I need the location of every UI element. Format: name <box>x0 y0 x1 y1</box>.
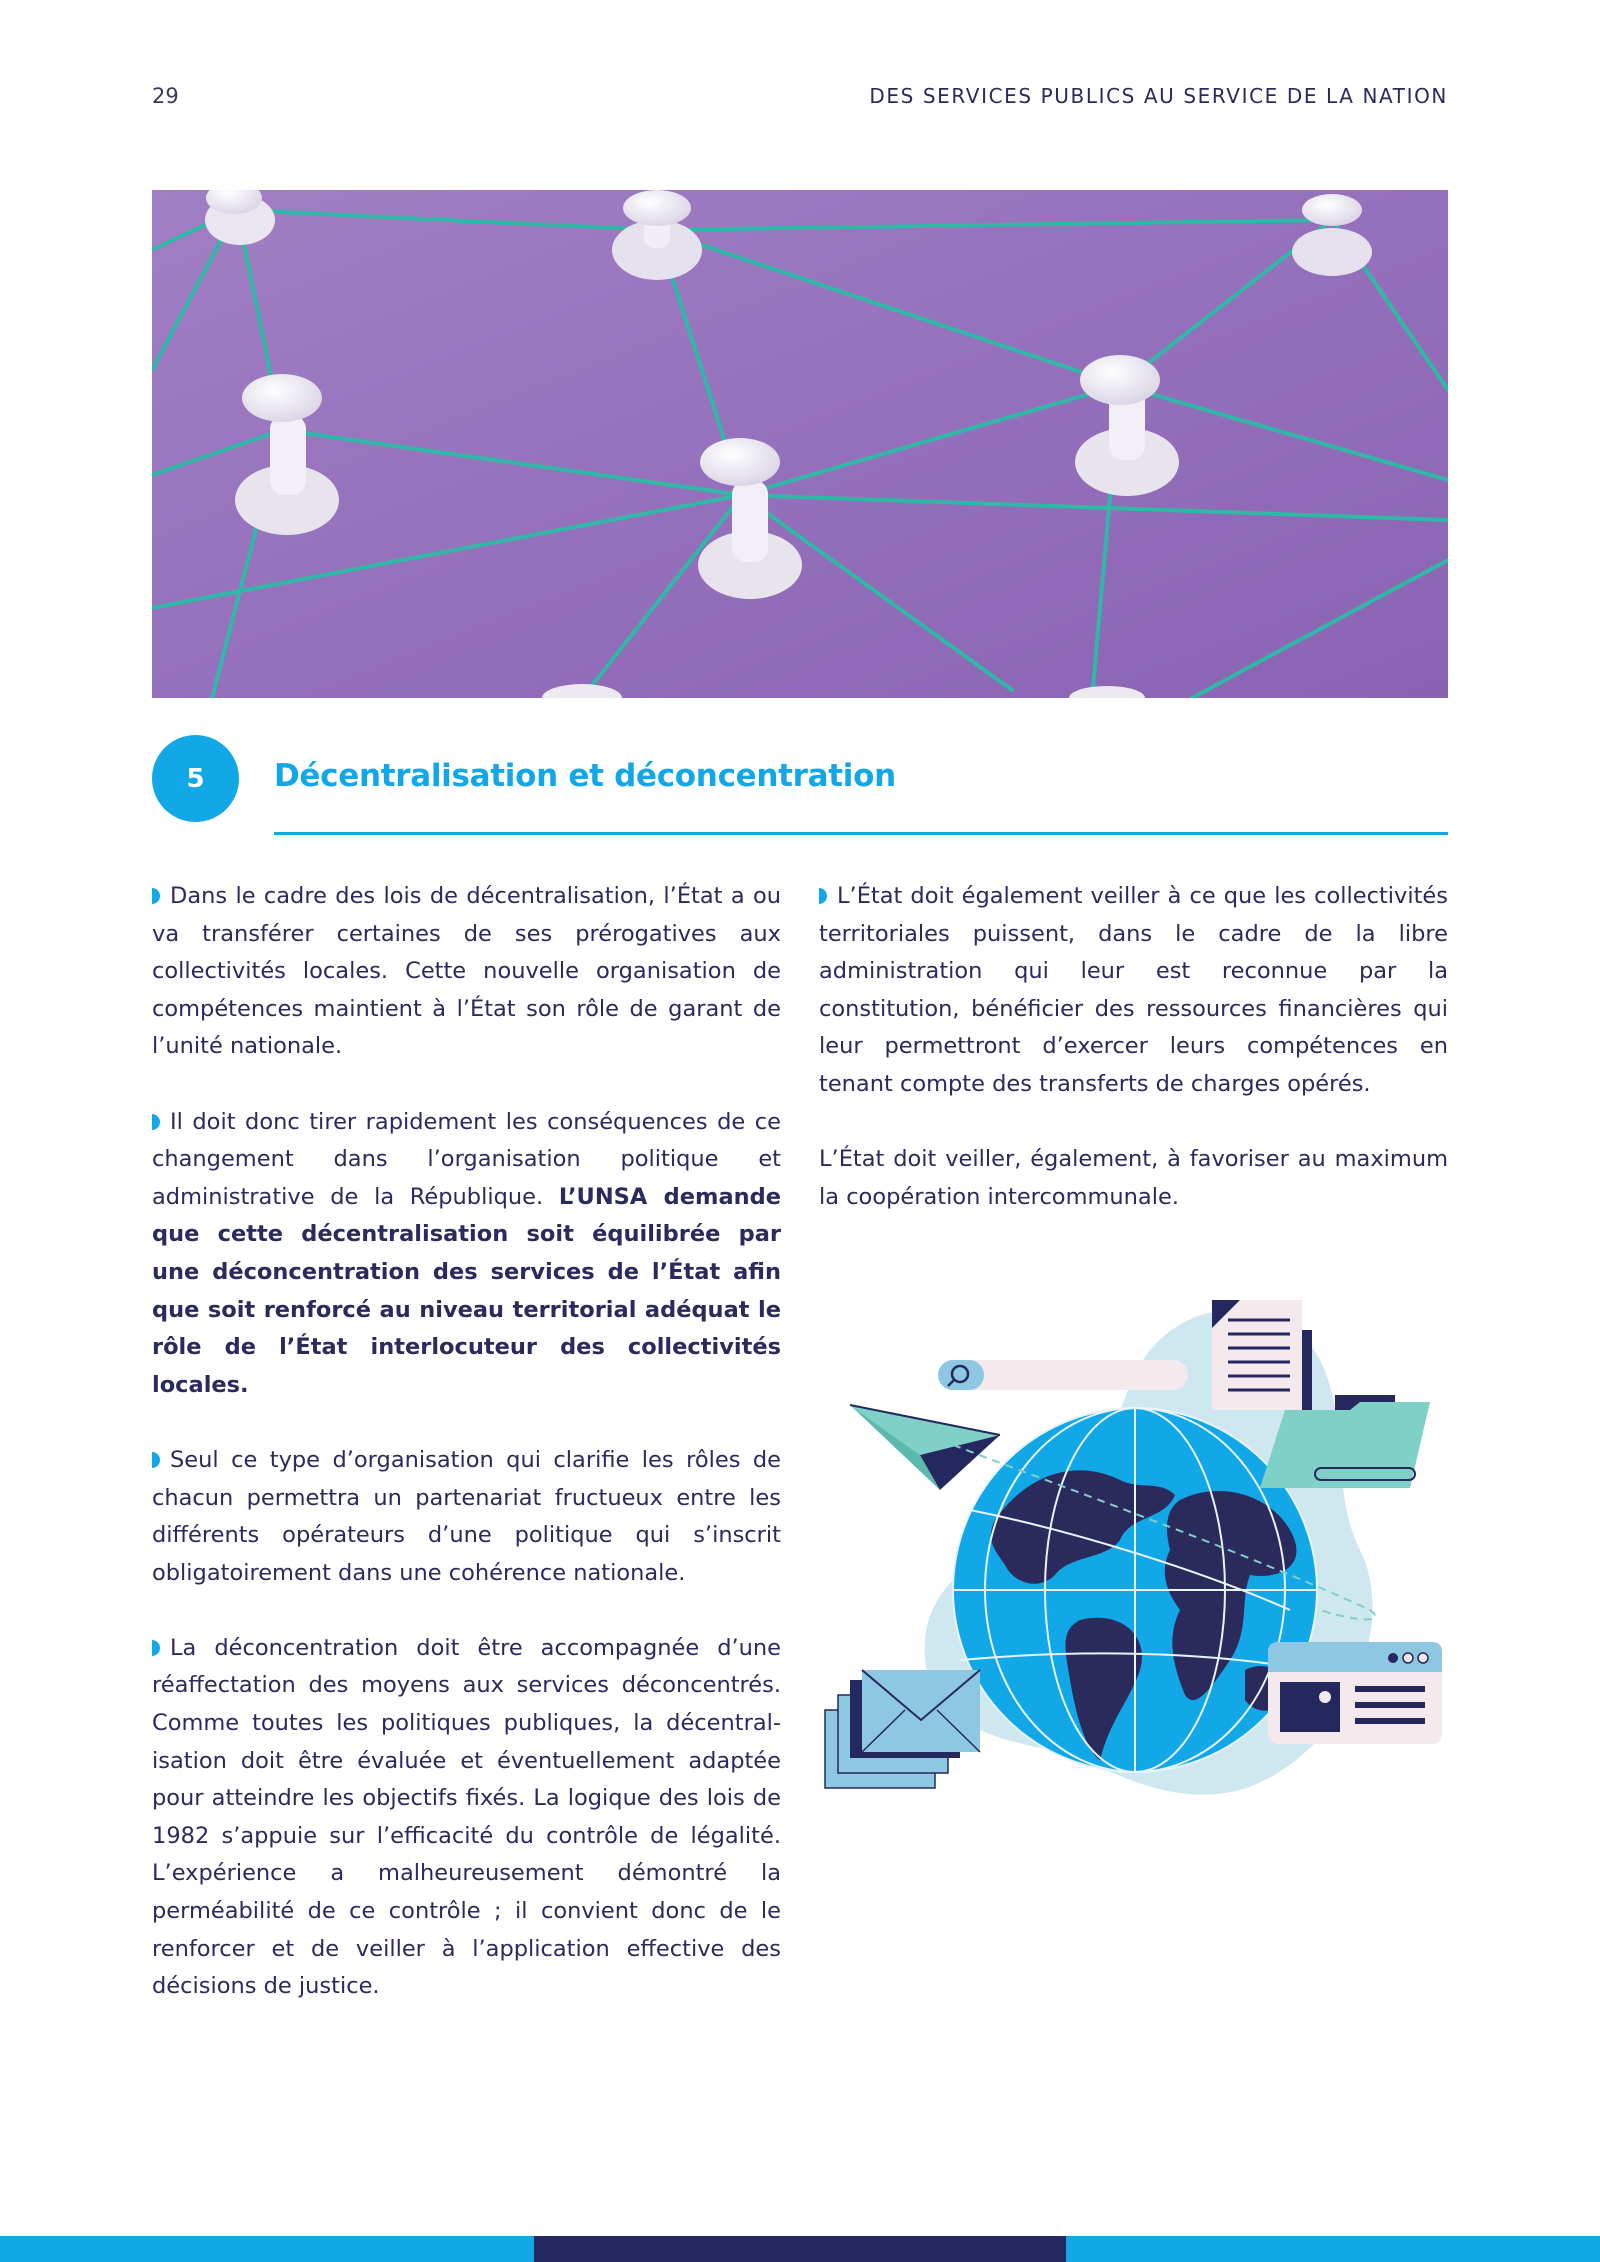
footer-bar-left <box>0 2236 534 2262</box>
paragraph-bold-text: L’UNSA demande que cette décentralisation soit équilibrée par une déconcentration des services de l’État afin que soit renforcé au niveau territorial adéquat le rôle de l’État interlocuteur des collectivités locales. <box>152 1183 782 1398</box>
paragraph <box>819 1141 1448 1216</box>
section-title: Décentralisation et déconcentration <box>274 758 896 794</box>
envelope-icon <box>825 1670 980 1788</box>
hero-photo-network-pins <box>152 190 1448 698</box>
paragraph-text: Seul ce type d’organisation qui clarifie les rôles de chacun permettra un partenariat fructueux entre les différents opérateurs d’une politique qui s’inscrit obligatoirement dans une cohérence nationale. <box>152 1446 781 1586</box>
browser-window-icon <box>1268 1642 1442 1744</box>
paragraph-text: Dans le cadre des lois de décentralisation, l’État a ou va transférer certaines de ses prérogatives aux collectivités locales. Cette nouvelle organisation de compétences maintient à l’État son rôle de garant de l’unité nationale. <box>152 883 781 1060</box>
half-circle-bullet-icon <box>152 1640 160 1656</box>
paragraph <box>819 878 1448 1104</box>
footer-bar-middle <box>534 2236 1066 2262</box>
section-number-badge: 5 <box>152 735 239 822</box>
footer-bar-right <box>1066 2236 1600 2262</box>
paragraph <box>152 1104 781 1405</box>
half-circle-bullet-icon <box>819 888 827 904</box>
paper-plane-icon <box>850 1405 1000 1490</box>
paragraph-text: L’État doit également veiller à ce que les collectivités territoriales puissent, dans le cadre de la libre administration qui leur est reconnue par la constitution, bénéficier des ressources financières qui leur permettront d’exercer leurs compétences en tenant compte des transferts de charges opérés. <box>819 883 1448 1097</box>
half-circle-bullet-icon <box>152 1452 160 1468</box>
page-number: 29 <box>152 84 179 108</box>
half-circle-bullet-icon <box>152 888 160 904</box>
paragraph-text: Il doit donc tirer rapidement les conséquences de ce changement dans l’organisation politique et administrative de la République. <box>152 1108 781 1210</box>
paragraph <box>152 878 781 1066</box>
paragraph <box>152 1442 781 1592</box>
paragraph-text: L’État doit veiller, également, à favoriser au maximum la coopération intercommunale. <box>819 1146 1448 1210</box>
half-circle-bullet-icon <box>152 1114 160 1130</box>
right-column <box>819 878 1448 1254</box>
paragraph <box>152 1630 781 2006</box>
document-icon <box>1212 1300 1312 1420</box>
paragraph-text: La déconcentration doit être accompagnée d’une réaffectation des moyens aux services déconcentrés. Comme toutes les politiques publiques, la décentral-isation doit être évaluée et éventuellement adaptée pour atteindre les objectifs fixés. La logique des lois de 1982 s’appuie sur l’efficacité du contrôle de légalité. L’expérience a malheureusement démontré la perméabilité de ce contrôle ; il convient donc de le renforcer et de veiller à l’application effective des décisions de justice. <box>152 1634 781 2000</box>
footer-color-bar <box>0 2236 1600 2262</box>
left-column <box>152 878 781 2043</box>
section-divider <box>274 832 1448 835</box>
running-header: DES SERVICES PUBLICS AU SERVICE DE LA NATION <box>869 84 1448 108</box>
globe-illustration <box>820 1290 1450 1810</box>
